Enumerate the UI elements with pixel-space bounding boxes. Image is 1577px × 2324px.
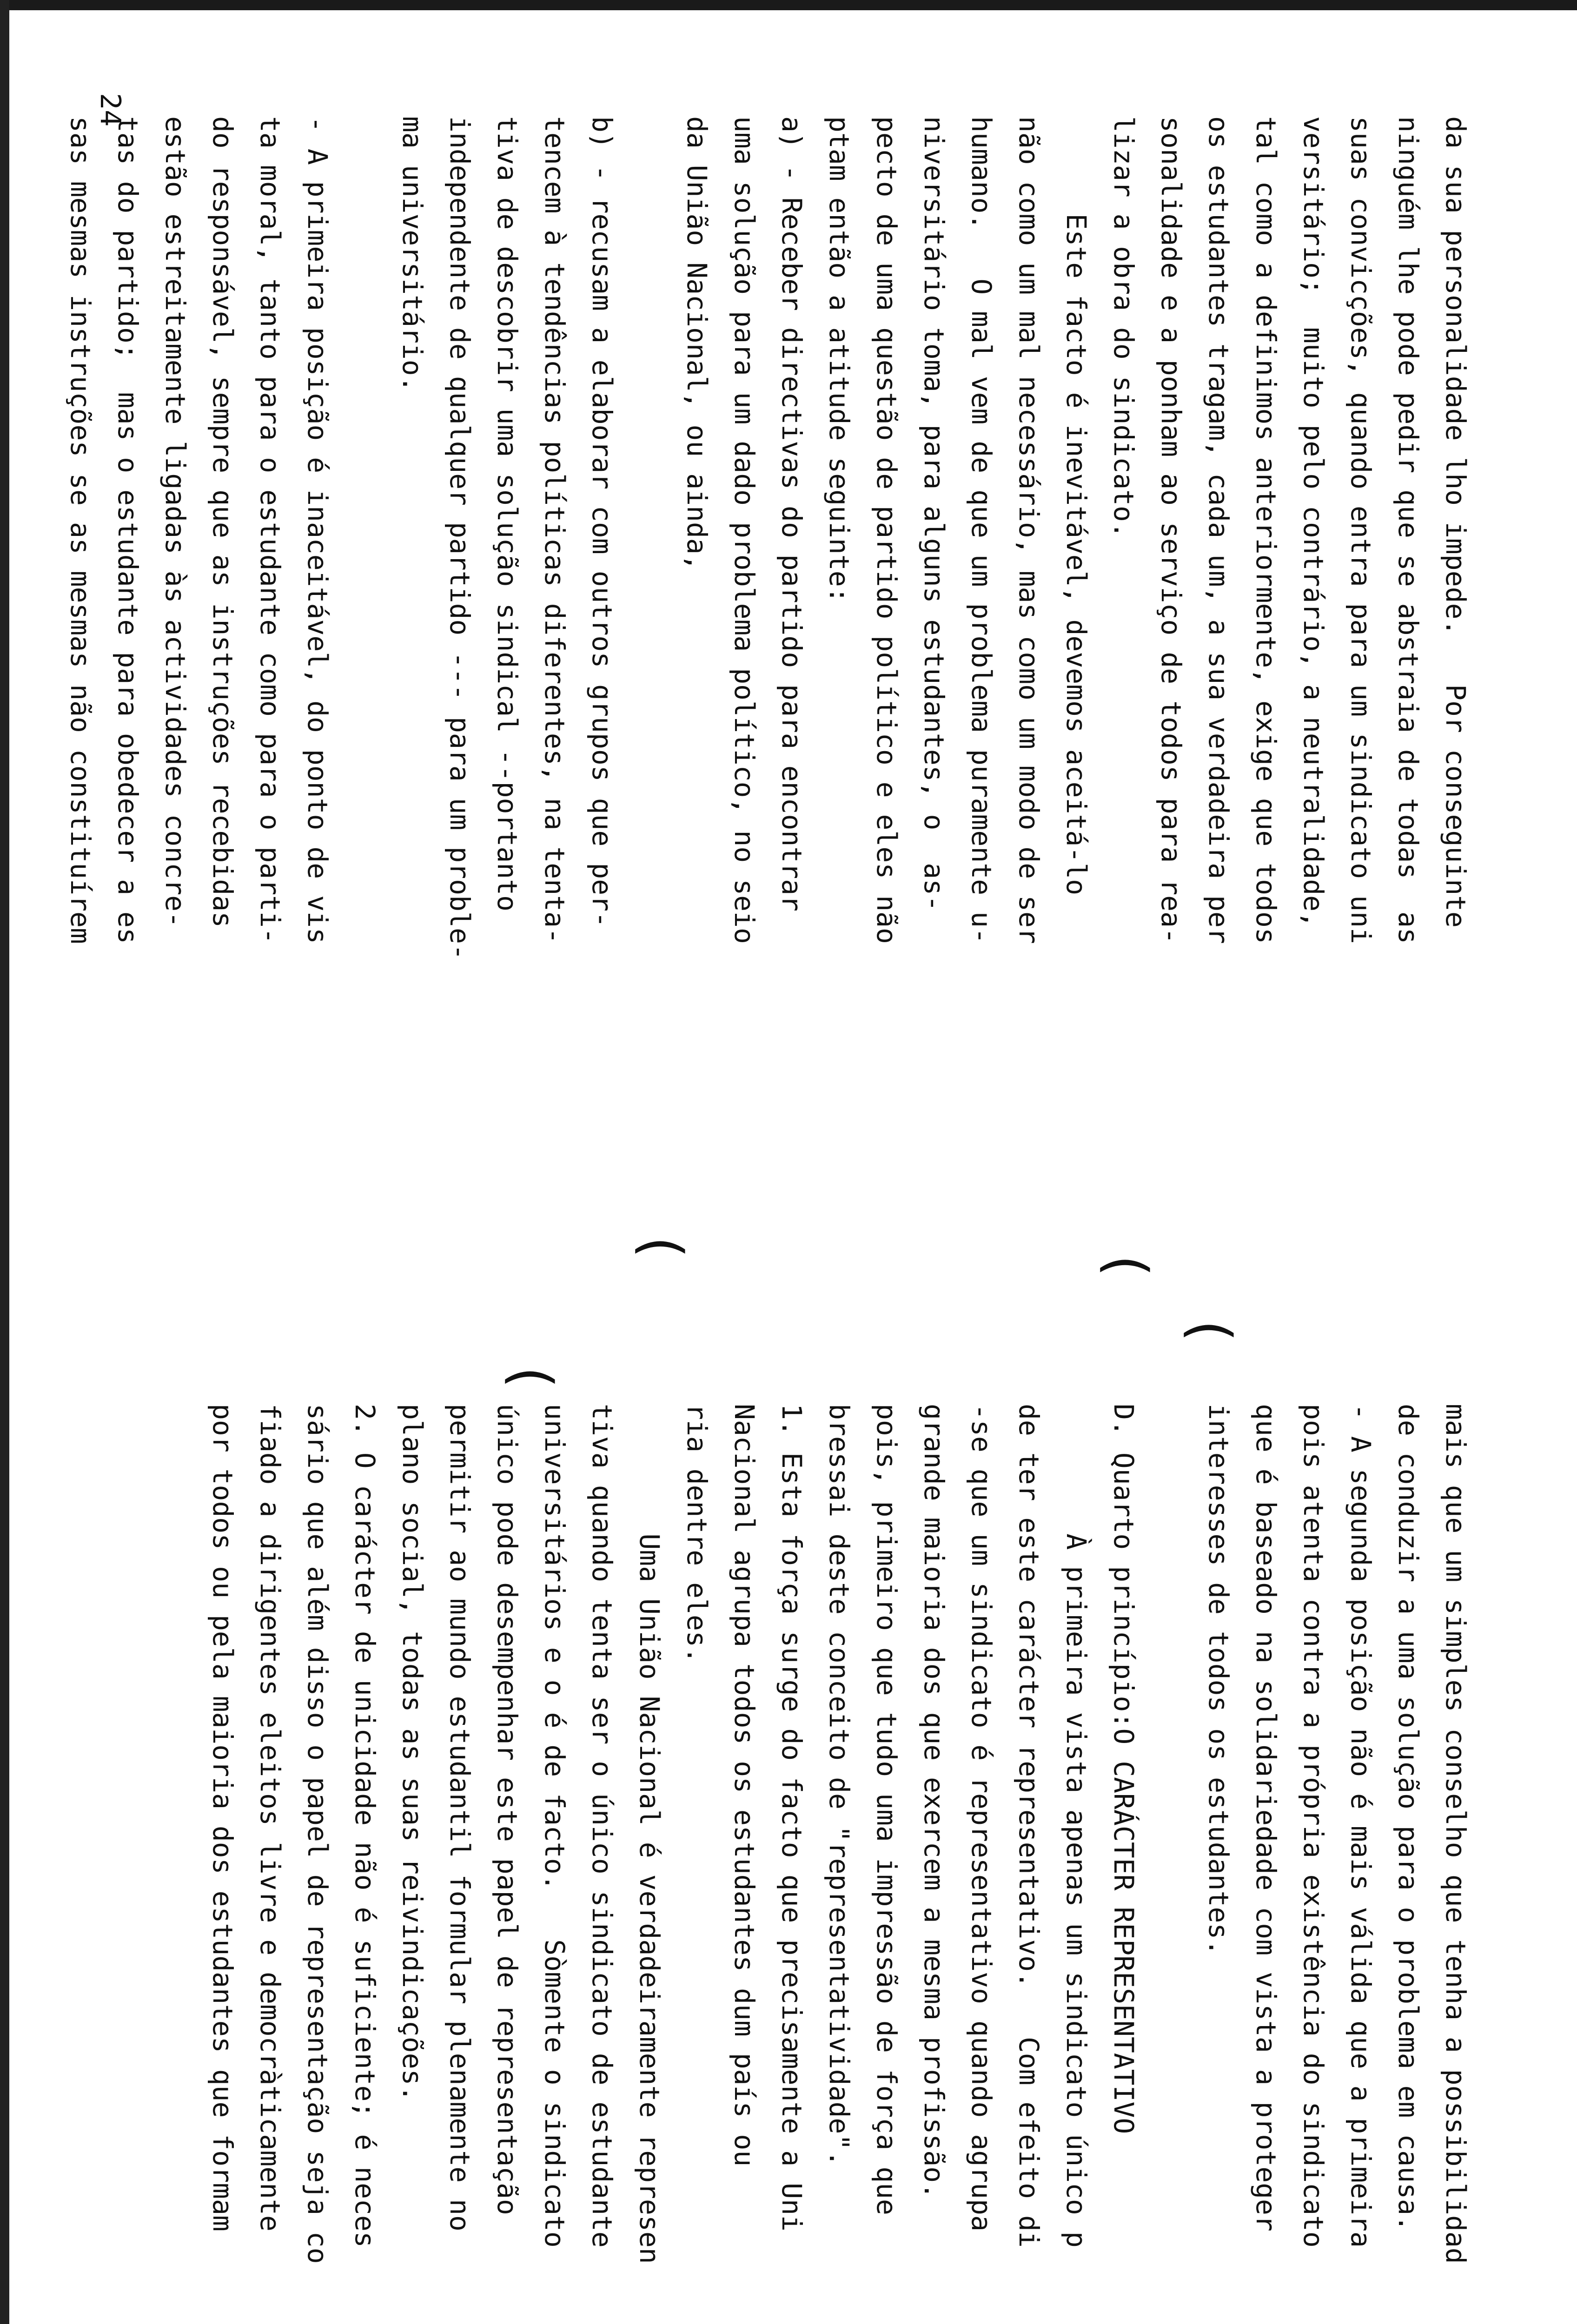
text-line: da União Nacional, ou ainda, <box>681 116 713 571</box>
text-line: b) - recusam a elaborar com outros grupos que per- <box>586 116 618 928</box>
text-line: plano social, todas as suas reivindicações. <box>397 1404 428 2102</box>
text-line: sário que além disso o papel de representação seja co <box>302 1404 333 2264</box>
text-line: ptam então a atitude seguinte: <box>823 116 855 603</box>
text-line <box>1147 1404 1195 2324</box>
text-line: niversitário toma, para alguns estudantes, o as- <box>918 116 950 912</box>
text-line: pois atenta contra a própria existência do sindicato <box>1298 1404 1329 2248</box>
text-line: pecto de uma questão de partido político e eles não <box>871 116 902 944</box>
text-line: sas mesmas instruções se as mesmas não constituírem <box>65 116 96 944</box>
text-line: permitir ao mundo estudantil formular plenamente no <box>444 1404 476 2232</box>
text-line: Uma União Nacional é verdadeiramente represen <box>634 1404 665 2264</box>
text-line: pois, primeiro que tudo uma impressão de força que <box>871 1404 902 2215</box>
punch-hole-mark: ( <box>499 1367 563 1388</box>
text-line <box>341 116 389 1269</box>
text-line: lizar a obra do sindicato. <box>1108 116 1140 538</box>
left-text-column <box>57 116 1479 1269</box>
text-line: tiva quando tenta ser o único sindicato de estudante <box>586 1404 618 2248</box>
text-line: versitário; muito pelo contrário, a neutralidade, <box>1298 116 1329 928</box>
text-line: À primeira vista apenas um sindicato único p <box>1060 1404 1092 2248</box>
text-line: tas do partido; mas o estudante para obedecer a es <box>112 116 144 944</box>
punch-hole-mark: ( <box>1178 1320 1242 1342</box>
text-line: D. Quarto princípio:O CARÁCTER REPRESENTATIVO <box>1108 1404 1140 2134</box>
text-line: -se que um sindicato é representativo quando agrupa <box>966 1404 997 2232</box>
page-number: 24 <box>94 93 126 127</box>
punch-hole-mark: ( <box>629 1236 694 1258</box>
text-line: - A segunda posição não é mais válida que a primeira <box>1345 1404 1377 2248</box>
text-line: os estudantes tragam, cada um, a sua verdadeira per <box>1203 116 1234 944</box>
text-line: estão estreitamente ligadas às actividades concre- <box>159 116 191 928</box>
text-line: Este facto é inevitável, devemos aceitá-lo <box>1060 116 1092 896</box>
text-line: suas convicções, quando entra para um sindicato uni <box>1345 116 1377 944</box>
text-line: interesses de todos os estudantes. <box>1203 1404 1234 1956</box>
text-line: grande maioria dos que exercem a mesma profissão. <box>918 1404 950 2199</box>
text-line: bressai deste conceito de "representatividade". <box>823 1404 855 2167</box>
right-text-column <box>199 1404 1479 2324</box>
text-line: fiado a dirigentes eleitos livre e democràticamente <box>254 1404 286 2232</box>
text-line: ninguém lhe pode pedir que se abstraia de todas as <box>1392 116 1424 944</box>
text-line: da sua personalidade lho impede. Por conseguinte <box>1440 116 1471 928</box>
text-line: único pode desempenhar este papel de representação <box>491 1404 523 2215</box>
text-line: por todos ou pela maioria dos estudantes que formam <box>207 1404 239 2232</box>
text-line: tencem à tendências políticas diferentes, na tenta- <box>539 116 570 944</box>
text-line: do responsável, sempre que as instruções recebidas <box>207 116 239 928</box>
text-line: - A primeira posição é inaceitável, do ponto de vis <box>302 116 333 944</box>
text-line: que é baseado na solidariedade com vista a proteger <box>1250 1404 1282 2232</box>
text-line: 2. O carácter de unicidade não é suficiente; é neces <box>349 1404 381 2248</box>
text-line: de ter este carácter representativo. Com efeito di <box>1013 1404 1045 2248</box>
text-line: tal como a definimos anteriormente, exige que todos <box>1250 116 1282 944</box>
text-line: humano. O mal vem de que um problema puramente u- <box>966 116 997 944</box>
text-line: de conduzir a uma solução para o problema em causa. <box>1392 1404 1424 2232</box>
text-line: Nacional agrupa todos os estudantes dum país ou <box>729 1404 760 2167</box>
text-line: mais que um simples conselho que tenha a possibilidad <box>1440 1404 1471 2264</box>
text-line: 1. Esta força surge do facto que precisamente a Uni <box>776 1404 808 2232</box>
text-line: a) - Receber directivas do partido para encontrar <box>776 116 808 912</box>
text-line: sonalidade e a ponham ao serviço de todos para rea- <box>1155 116 1187 944</box>
text-line: independente de qualquer partido --- para um proble- <box>444 116 476 960</box>
text-line <box>626 116 673 1269</box>
text-line: tiva de descobrir uma solução sindical --portanto <box>491 116 523 912</box>
text-line: ma universitário. <box>397 116 428 392</box>
punch-hole-mark: ( <box>1094 1255 1159 1277</box>
text-line: ria dentre eles. <box>681 1404 713 1664</box>
text-line: universitários e o é de facto. Sòmente o sindicato <box>539 1404 570 2248</box>
text-line: não como um mal necessário, mas como um modo de ser <box>1013 116 1045 944</box>
text-line: uma solução para um dado problema político, no seio <box>729 116 760 944</box>
text-line: ta moral, tanto para o estudante como para o parti- <box>254 116 286 944</box>
